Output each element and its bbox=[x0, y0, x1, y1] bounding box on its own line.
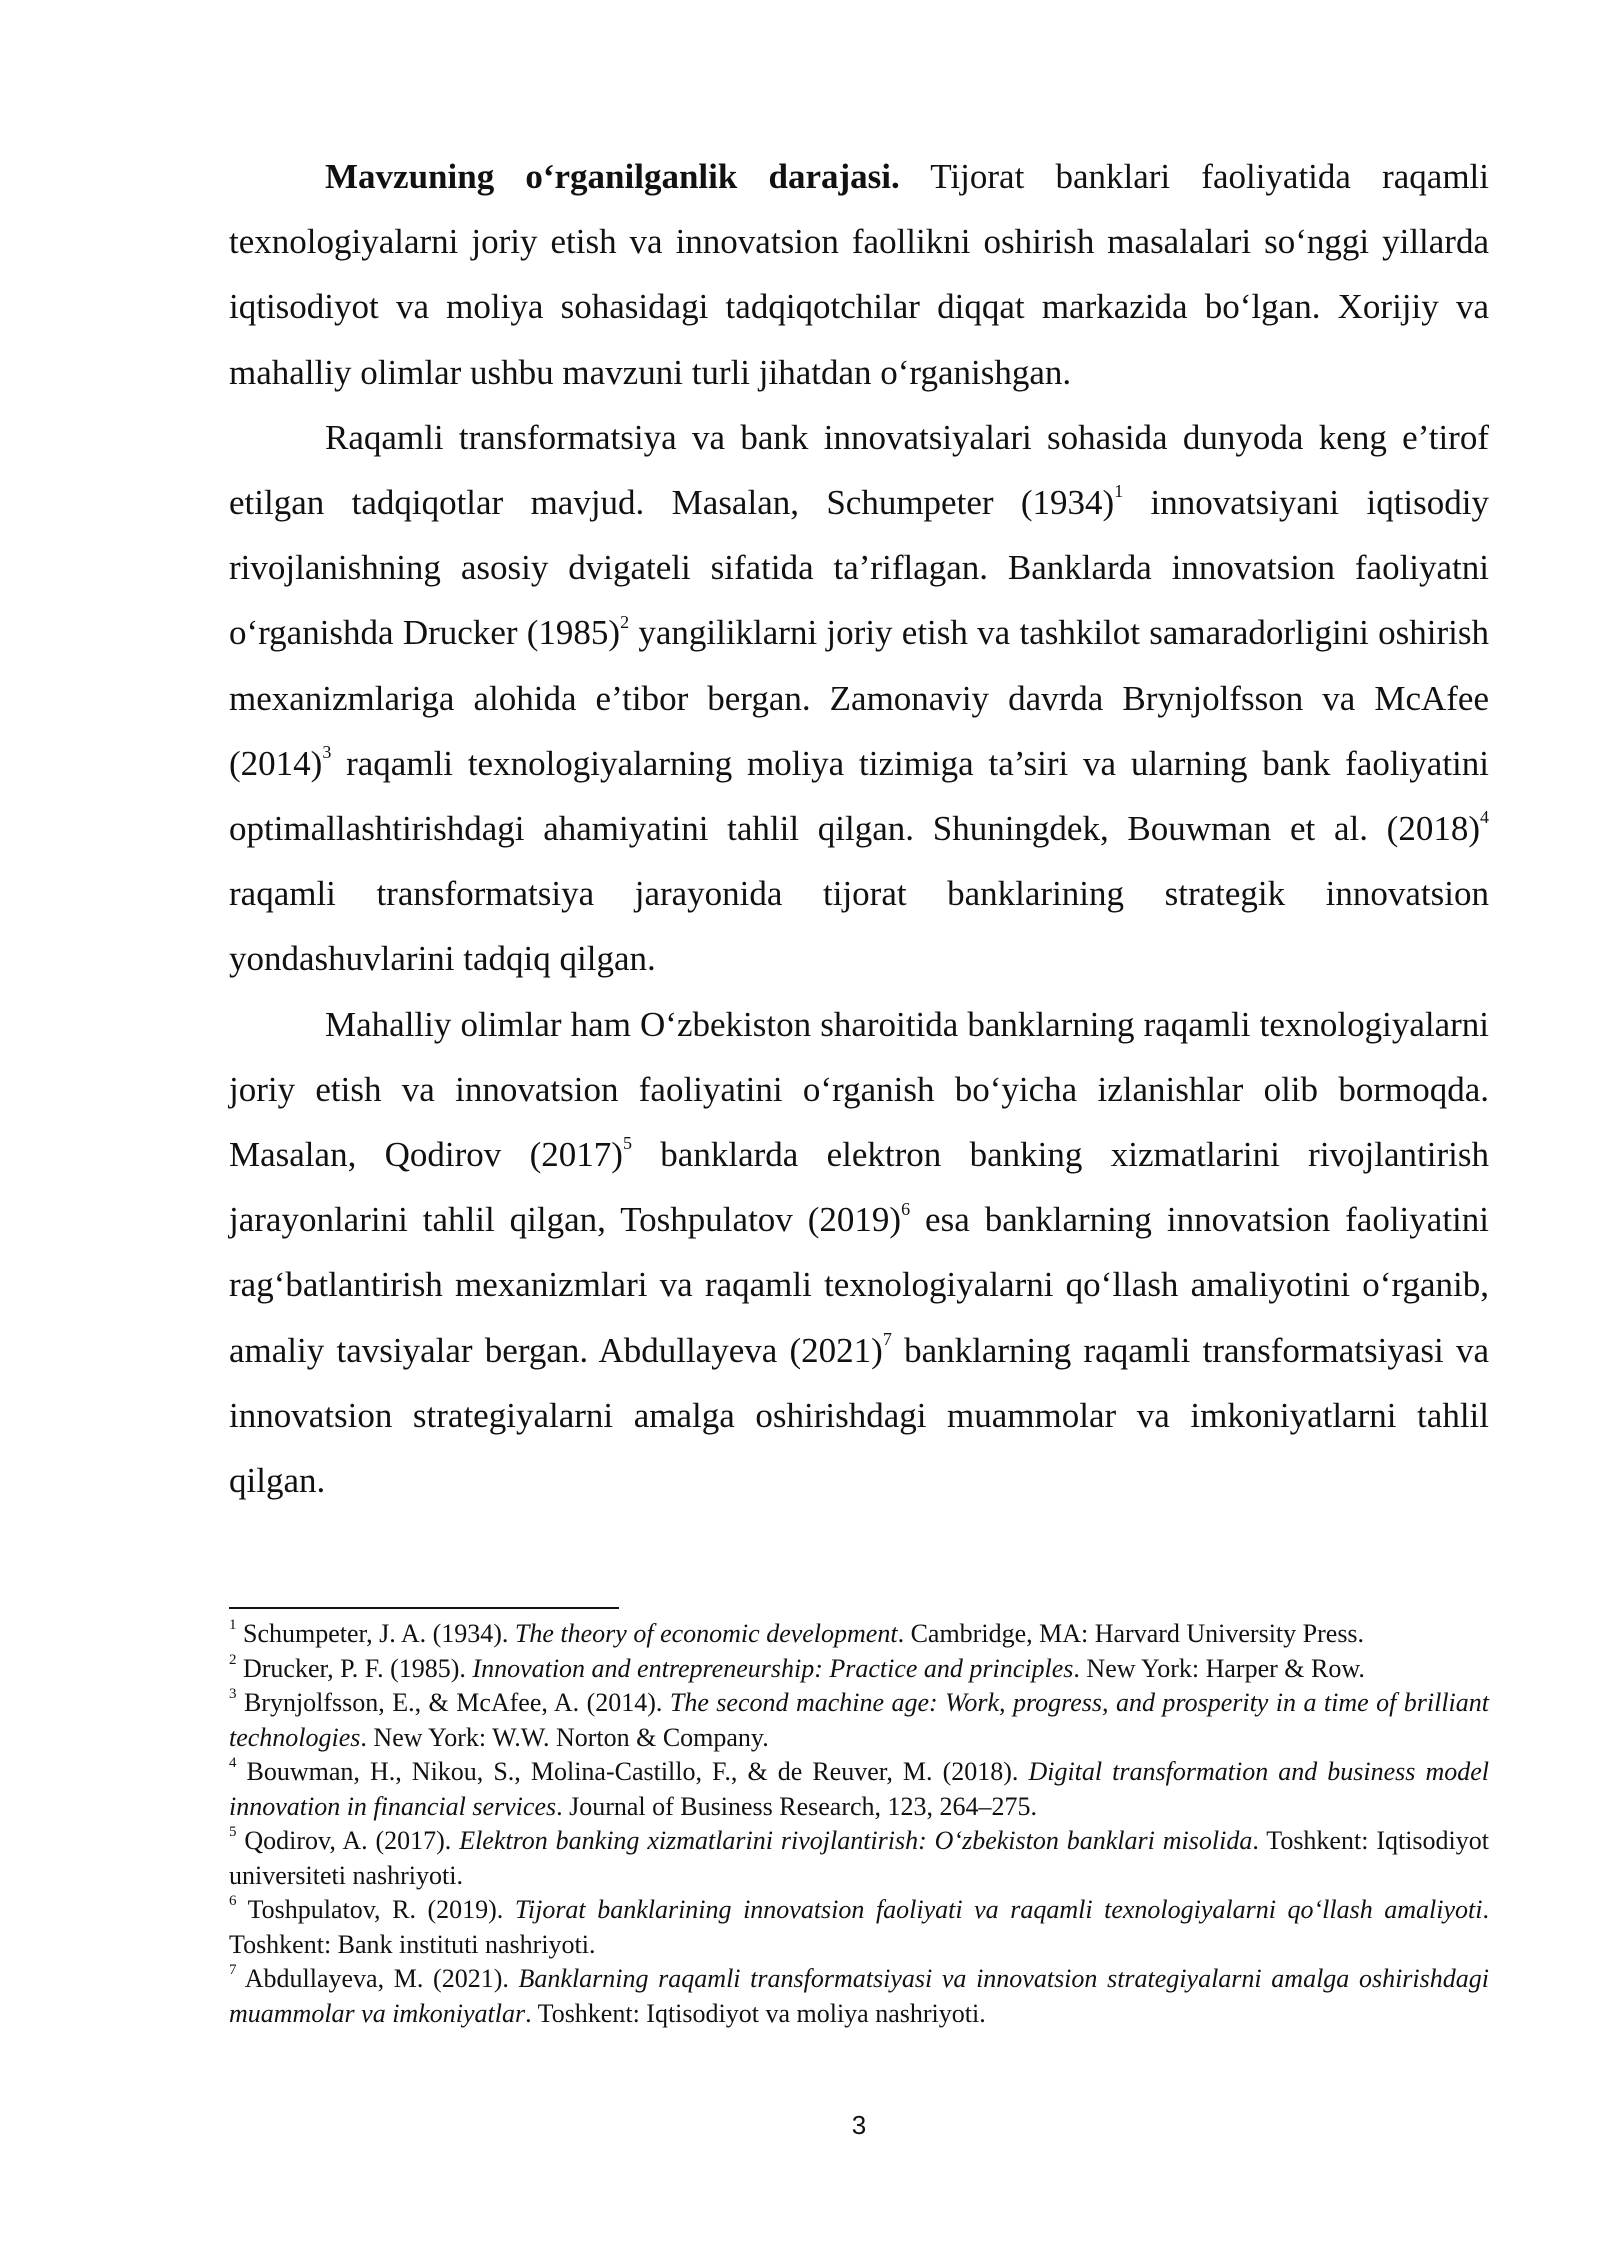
paragraph-text: banklarning raqamli transformatsiyasi va innovatsion strategiyalarni amalga oshirishdagi muammolar va imkoniyatlarni tahlil qilgan. bbox=[229, 1330, 1489, 1501]
footnote-number: 6 bbox=[229, 1893, 237, 1910]
paragraph-local-research bbox=[229, 992, 1489, 1514]
footnote-ref-5[interactable]: 5 bbox=[622, 1133, 632, 1154]
footnote-publisher: . New York: Harper & Row. bbox=[1073, 1653, 1365, 1683]
footnotes bbox=[229, 1617, 1489, 2031]
footnote-publisher: . Toshkent: Bank instituti nashriyoti. bbox=[229, 1895, 1489, 1959]
footnote-title: Elektron banking xizmatlarini rivojlantirish: O‘zbekiston banklari misolida bbox=[459, 1826, 1253, 1855]
footnote-author: Brynjolfsson, E., & McAfee, A. (2014). bbox=[236, 1688, 670, 1717]
footnote-number: 5 bbox=[229, 1824, 237, 1841]
footnote-ref-4[interactable]: 4 bbox=[1480, 807, 1489, 828]
paragraph-text: raqamli transformatsiya jarayonida tijorat banklarining strategik innovatsion yondashuvlarini tadqiq qilgan. bbox=[229, 874, 1489, 979]
footnote-title: The theory of economic development bbox=[514, 1619, 898, 1648]
footnote-4 bbox=[229, 1755, 1489, 1824]
footnote-2 bbox=[229, 1652, 1489, 1687]
footnote-number: 2 bbox=[229, 1651, 237, 1668]
footnote-author: Bouwman, H., Nikou, S., Molina-Castillo, F., & de Reuver, M. (2018). bbox=[236, 1757, 1029, 1786]
footnote-number: 7 bbox=[229, 1962, 237, 1979]
footnote-title: The second machine age: Work, progress, and prosperity in a time of brilliant technologies bbox=[229, 1688, 1489, 1752]
footnote-number: 3 bbox=[229, 1686, 237, 1703]
footnote-6 bbox=[229, 1893, 1489, 1962]
footnote-7 bbox=[229, 1962, 1489, 2031]
footnote-author: Drucker, P. F. (1985). bbox=[236, 1653, 473, 1683]
footnote-ref-2[interactable]: 2 bbox=[620, 611, 630, 632]
footnote-publisher: . Journal of Business Research, 123, 264–275. bbox=[556, 1791, 1038, 1821]
paragraph-text: yangiliklarni joriy etish va tashkilot samaradorligini oshirish mexanizmlariga alohida e’tibor bergan. Zamonaviy davrda Brynjolfsson va McAfee (2014) bbox=[229, 613, 1490, 783]
footnote-3 bbox=[229, 1686, 1489, 1755]
footnote-author: Toshpulatov, R. (2019). bbox=[236, 1895, 515, 1924]
page-number: 3 bbox=[851, 2110, 867, 2140]
footnote-separator bbox=[229, 1607, 619, 1609]
paragraph-study-level bbox=[229, 144, 1489, 405]
footnote-5 bbox=[229, 1824, 1489, 1893]
paragraph-text: banklarda elektron banking xizmatlarini rivojlantirish jarayonlarini tahlil qilgan, Toshpulatov (2019) bbox=[229, 1135, 1489, 1240]
paragraph-text: Tijorat banklari faoliyatida raqamli texnologiyalarni joriy etish va innovatsion faollikni oshirish masalalari so‘nggi yillarda iqtisodiyot va moliya sohasidagi tadqiqotchilar diqqat markazida bo‘lgan. Xorijiy va mahalliy olimlar ushbu mavzuni turli jihatdan o‘rganishgan. bbox=[229, 157, 1490, 392]
footnote-number: 4 bbox=[229, 1755, 237, 1772]
body-text bbox=[229, 144, 1489, 1513]
footnote-publisher: . Toshkent: Iqtisodiyot universiteti nashriyoti. bbox=[229, 1826, 1489, 1890]
footnote-1 bbox=[229, 1617, 1489, 1652]
footnote-title: Banklarning raqamli transformatsiyasi va innovatsion strategiyalarni amalga oshirishdagi muammolar va imkoniyatlar bbox=[229, 1964, 1489, 2028]
paragraph-foreign-research bbox=[229, 405, 1489, 992]
footnote-number: 1 bbox=[229, 1617, 237, 1634]
footnote-ref-3[interactable]: 3 bbox=[322, 742, 332, 763]
paragraph-text: innovatsiyani iqtisodiy rivojlanishning asosiy dvigateli sifatida ta’riflagan. Banklarda innovatsion faoliyatni o‘rganishda Drucker (1985) bbox=[229, 483, 1490, 653]
footnote-author: Abdullayeva, M. (2021). bbox=[236, 1964, 519, 1993]
paragraph-text: Raqamli transformatsiya va bank innovatsiyalari sohasida dunyoda keng e’tirof etilgan tadqiqotlar mavjud. Masalan, Schumpeter (1934) bbox=[229, 417, 1489, 523]
section-heading: Mavzuning o‘rganilganlik darajasi. bbox=[325, 157, 900, 196]
footnote-title: Digital transformation and business model innovation in financial services bbox=[229, 1757, 1489, 1821]
footnote-publisher: . New York: W.W. Norton & Company. bbox=[360, 1722, 769, 1752]
paragraph-text: raqamli texnologiyalarning moliya tizimiga ta’siri va ularning bank faoliyatini optimallashtirishdagi ahamiyatini tahlil qilgan. Shuningdek, Bouwman et al. (2018) bbox=[229, 743, 1489, 849]
footnote-ref-1[interactable]: 1 bbox=[1114, 481, 1124, 502]
footnote-author: Schumpeter, J. A. (1934). bbox=[236, 1619, 515, 1648]
footnote-ref-6[interactable]: 6 bbox=[901, 1198, 911, 1219]
footnote-publisher: . Toshkent: Iqtisodiyot va moliya nashriyoti. bbox=[525, 1998, 986, 2028]
footnote-title: Tijorat banklarining innovatsion faoliyati va raqamli texnologiyalarni qo‘llash amaliyoti bbox=[514, 1895, 1483, 1924]
footnote-title: Innovation and entrepreneurship: Practice and principles bbox=[472, 1653, 1074, 1683]
paragraph-text: Mahalliy olimlar ham O‘zbekiston sharoitida banklarning raqamli texnologiyalarni joriy etish va innovatsion faoliyatini o‘rganish bo‘yicha izlanishlar olib bormoqda. Masalan, Qodirov (2017) bbox=[229, 1004, 1489, 1175]
footnote-publisher: . Cambridge, MA: Harvard University Press. bbox=[897, 1619, 1365, 1648]
footnote-ref-7[interactable]: 7 bbox=[882, 1329, 892, 1349]
paragraph-text: esa banklarning innovatsion faoliyatini rag‘batlantirish mexanizmlari va raqamli texnologiyalarni qo‘llash amaliyotini o‘rganib, amaliy tavsiyalar bergan. Abdullayeva (2021) bbox=[229, 1200, 1489, 1370]
footnote-author: Qodirov, A. (2017). bbox=[236, 1826, 460, 1855]
